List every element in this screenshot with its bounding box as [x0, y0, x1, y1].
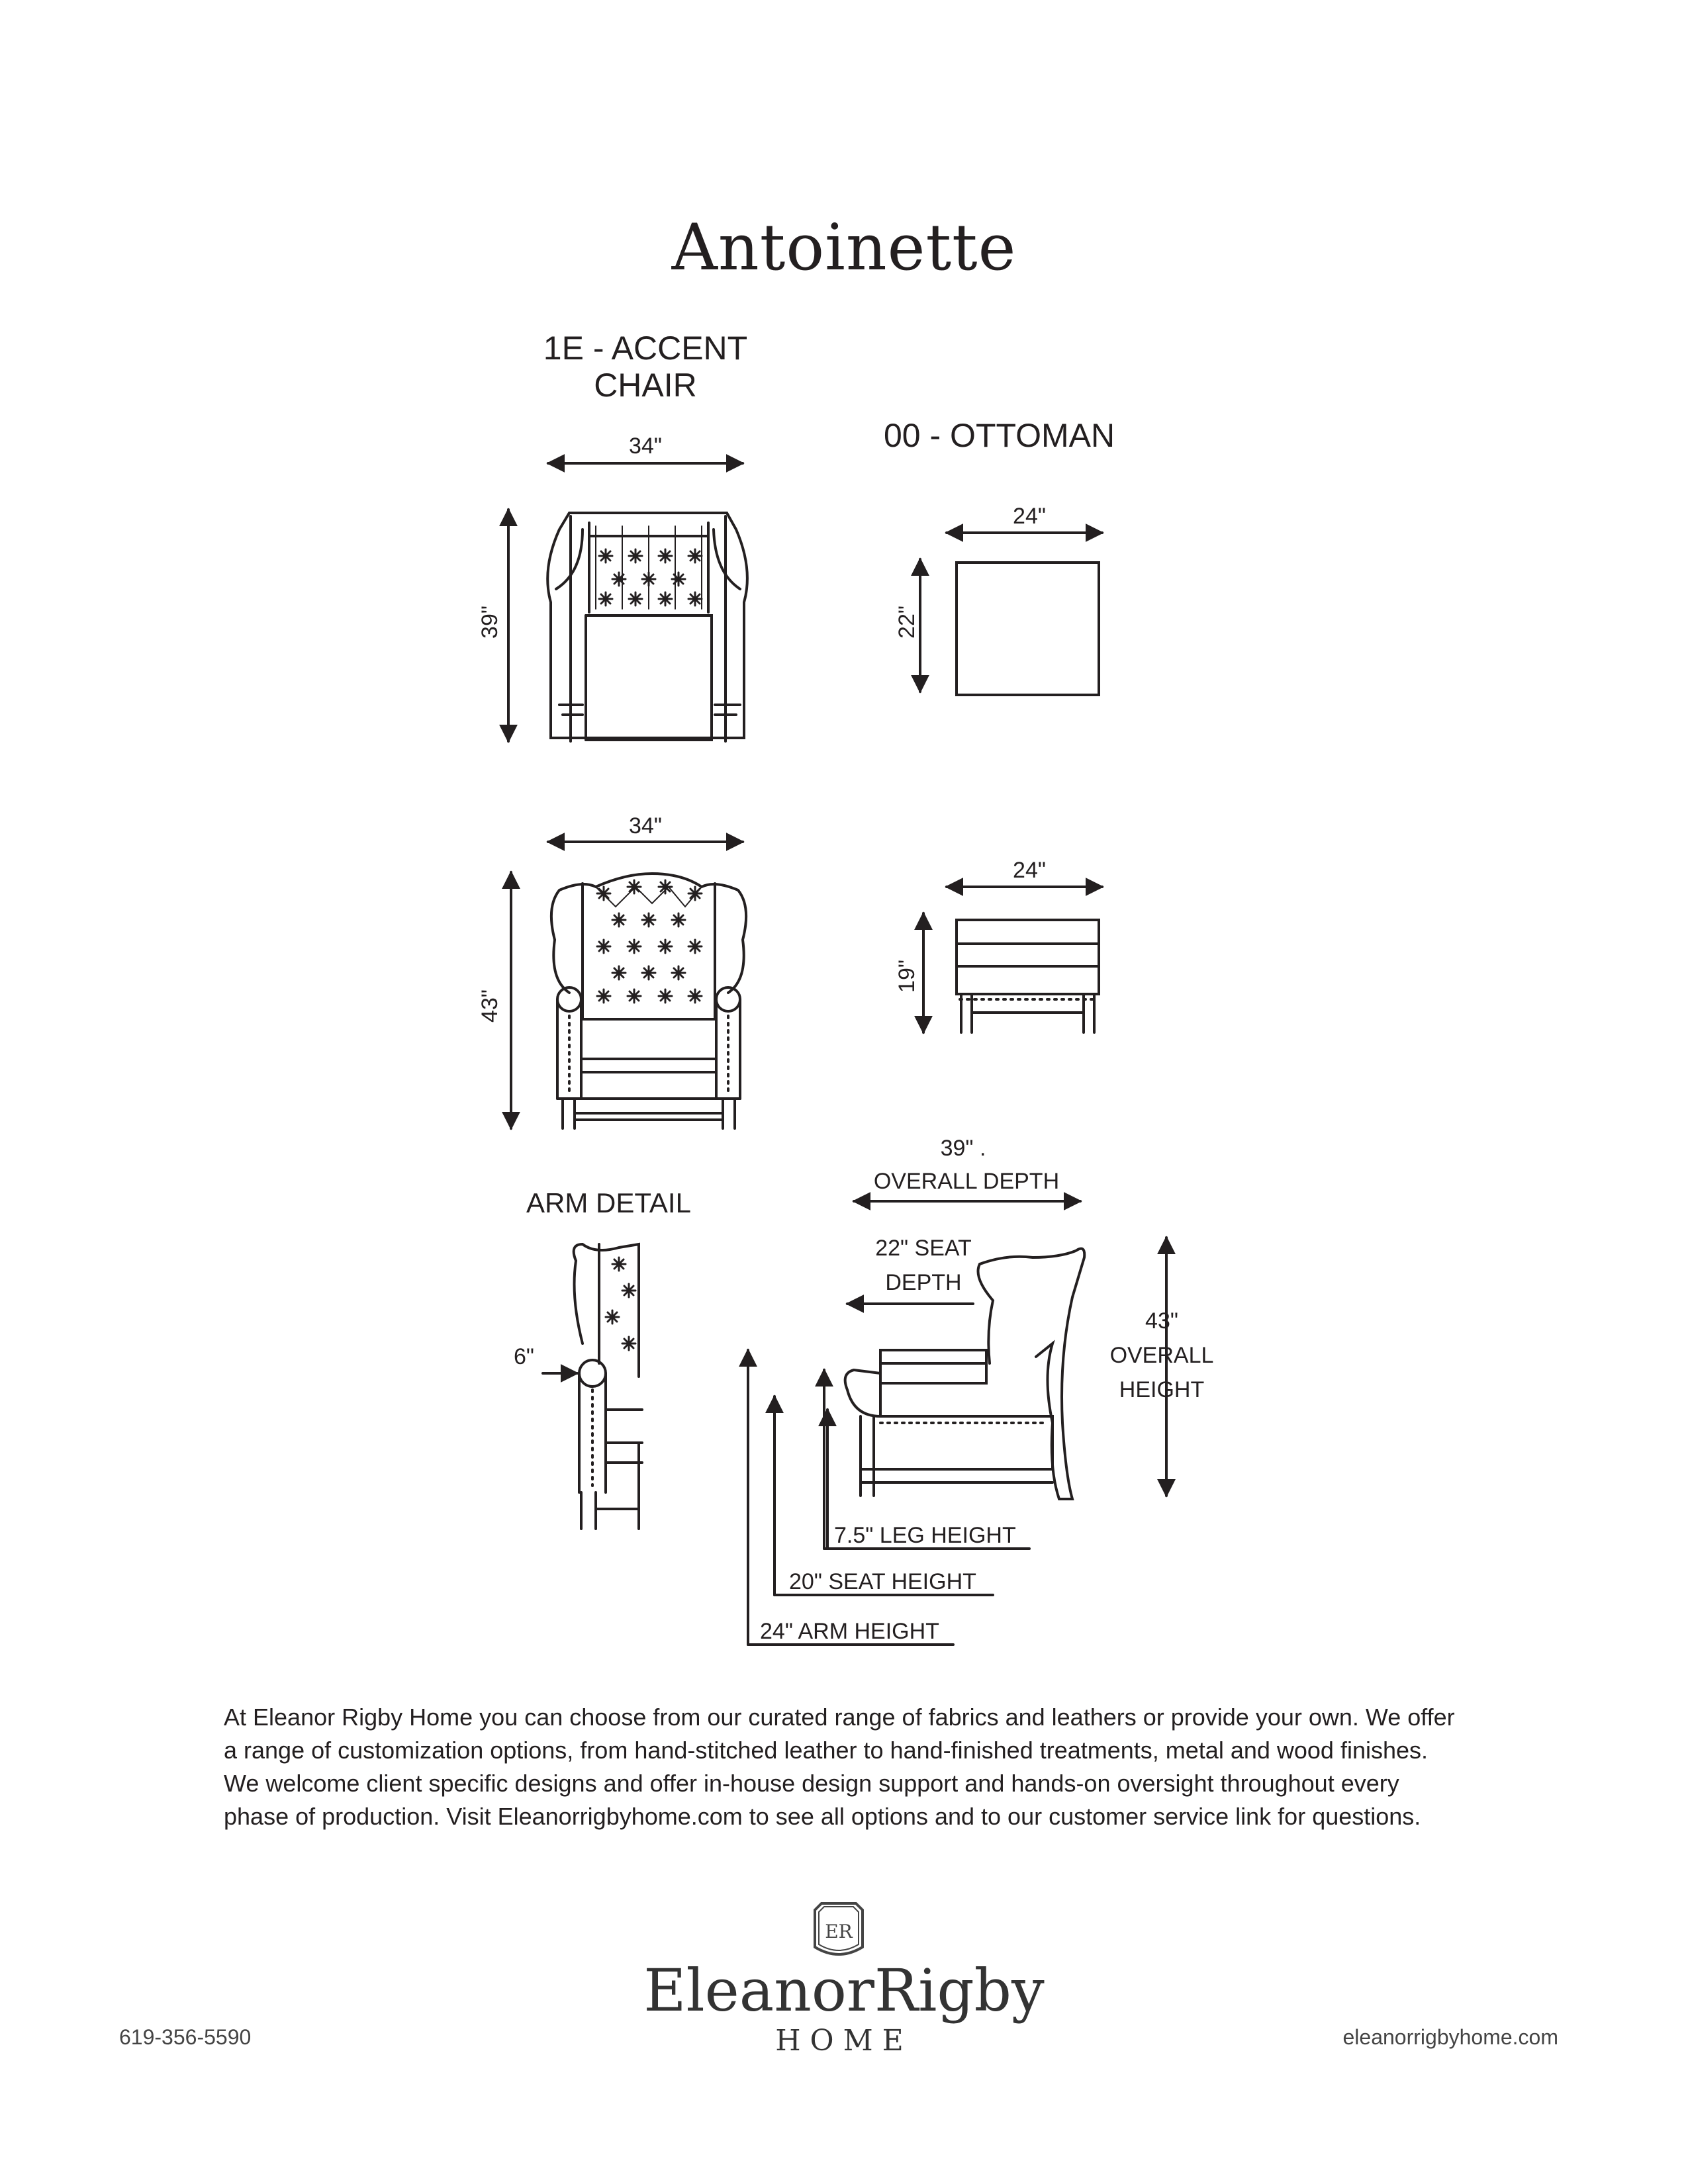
leg-height-label: 7.5" LEG HEIGHT [834, 1523, 1016, 1548]
brand-subtitle: HOME [775, 2024, 913, 2058]
chair-top-depth: 39" [477, 606, 502, 639]
ottoman-top-depth: 22" [894, 606, 919, 639]
brand-name: EleanorRigby [643, 1956, 1045, 2025]
overall-depth-label: OVERALL DEPTH [873, 1169, 1060, 1194]
arm-detail-view [543, 1244, 642, 1529]
ottoman-label: 00 - OTTOMAN [884, 417, 1115, 454]
logo-monogram: ER [825, 1921, 853, 1942]
chair-top-view [508, 463, 747, 741]
overall-height-label: 43" OVERALL HEIGHT [1109, 1308, 1214, 1402]
arm-height-label: 24" ARM HEIGHT [760, 1619, 939, 1644]
seat-depth-label: 22" SEAT DEPTH [875, 1236, 972, 1295]
eleanor-rigby-logo [811, 1901, 867, 1959]
phone-number: 619-356-5590 [119, 2025, 252, 2049]
overall-depth-value: 39" . [940, 1136, 986, 1161]
chair-front-width: 34" [629, 813, 662, 839]
ottoman-top-width: 24" [1013, 504, 1046, 529]
chair-top-width: 34" [629, 433, 662, 459]
seat-height-label: 20" SEAT HEIGHT [789, 1569, 976, 1594]
chair-front-height: 43" [477, 989, 502, 1023]
page-title: Antoinette [671, 210, 1017, 285]
description-paragraph: At Eleanor Rigby Home you can choose from our curated range of fabrics and leathers or provide your own. We offer a range of customization options, from hand-stitched leather to hand-finished treatments, metal and wood finishes. We welcome client specific designs and offer in-house design support and hands-on oversight throughout every phase of production. Visit Eleanorrigbyhome.com to see all options and to our customer service link for questions. [224, 1704, 1455, 1830]
ottoman-top-view [920, 533, 1102, 695]
ottoman-front-width: 24" [1013, 858, 1046, 883]
chair-front-view [511, 842, 746, 1128]
website-link[interactable]: eleanorrigbyhome.com [1342, 2025, 1558, 2049]
chair-label: 1E - ACCENT CHAIR [543, 330, 748, 404]
ottoman-front-height: 19" [894, 960, 919, 993]
arm-detail-label: ARM DETAIL [526, 1187, 691, 1218]
arm-width: 6" [514, 1344, 534, 1369]
ottoman-front-view [923, 887, 1102, 1032]
